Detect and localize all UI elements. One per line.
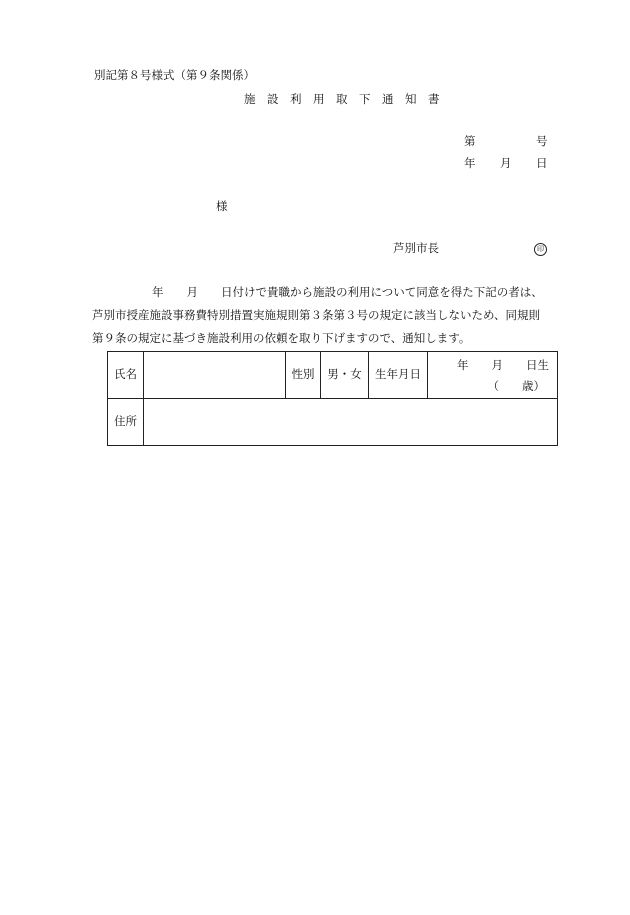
sender-name: 芦別市長 — [393, 241, 439, 255]
address-label: 住所 — [108, 399, 144, 446]
body-line-2: 芦別市授産施設事務費特別措置実施規則第３条第３号の規定に該当しないため、同規則 — [92, 308, 541, 322]
dob-age-text: （ 歳） — [487, 379, 545, 393]
form-label: 別記第８号様式（第９条関係） — [94, 68, 255, 82]
dob-field[interactable] — [428, 352, 558, 399]
dob-label: 生年月日 — [369, 352, 428, 399]
body-line-1: 年 月 日付けで貴職から施設の利用について同意を得た下記の者は、 — [152, 285, 543, 299]
date-month: 月 — [500, 156, 512, 170]
name-field[interactable] — [144, 352, 286, 399]
name-label: 氏名 — [108, 352, 144, 399]
address-field[interactable] — [144, 399, 558, 446]
addressee-sama: 様 — [216, 199, 228, 213]
doc-number-go: 号 — [536, 134, 548, 148]
seal-mark: 印 — [534, 243, 547, 256]
sex-label: 性別 — [286, 352, 321, 399]
seal-icon — [534, 242, 547, 256]
doc-number-dai: 第 — [464, 134, 476, 148]
sex-options[interactable]: 男・女 — [321, 352, 369, 399]
date-year: 年 — [464, 156, 476, 170]
document-title: 施 設 利 用 取 下 通 知 書 — [244, 92, 440, 106]
dob-date-text: 年 月 日生 — [457, 358, 549, 372]
date-day: 日 — [536, 156, 548, 170]
body-line-3: 第９条の規定に基づき施設利用の依頼を取り下げますので、通知します。 — [92, 331, 471, 345]
body-paragraph — [92, 281, 572, 350]
person-info-table — [107, 351, 558, 446]
